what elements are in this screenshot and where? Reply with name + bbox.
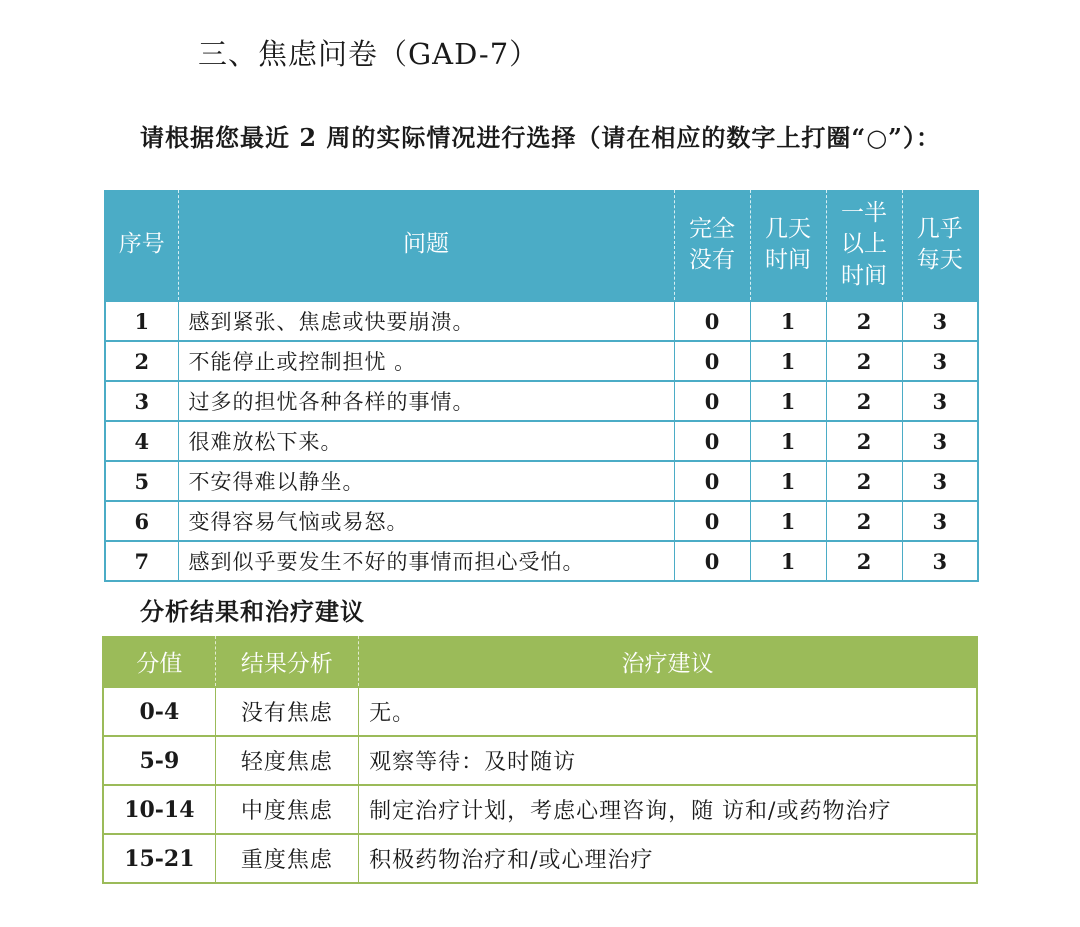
- treatment-advice: 积极药物治疗和/或心理治疗: [359, 834, 977, 883]
- score-option-2[interactable]: 2: [826, 341, 902, 381]
- row-number: 4: [105, 421, 178, 461]
- table-row: [105, 341, 978, 381]
- row-number: 1: [105, 301, 178, 341]
- row-question: 感到紧张、焦虑或快要崩溃。: [178, 301, 674, 341]
- score-option-1[interactable]: 1: [750, 501, 826, 541]
- result-analysis: 重度焦虑: [215, 834, 358, 883]
- score-option-1[interactable]: 1: [750, 541, 826, 581]
- gad7-table: [104, 190, 979, 582]
- table-row: [103, 834, 977, 883]
- row-question: 不能停止或控制担忧 。: [178, 341, 674, 381]
- score-option-2[interactable]: 2: [826, 501, 902, 541]
- table-row: [105, 501, 978, 541]
- score-option-0[interactable]: 0: [674, 301, 750, 341]
- header-analysis: 结果分析: [215, 636, 358, 687]
- score-range: 5-9: [103, 736, 215, 785]
- table-row: [105, 381, 978, 421]
- row-number: 5: [105, 461, 178, 501]
- instruction-text: 请根据您最近 2 周的实际情况进行选择（请在相应的数字上打圈“○”）：: [140, 123, 941, 152]
- treatment-advice: 观察等待：及时随访: [359, 736, 977, 785]
- score-option-3[interactable]: 3: [902, 501, 978, 541]
- score-option-3[interactable]: 3: [902, 381, 978, 421]
- score-option-3[interactable]: 3: [902, 461, 978, 501]
- row-question: 过多的担忧各种各样的事情。: [178, 381, 674, 421]
- score-option-2[interactable]: 2: [826, 381, 902, 421]
- treatment-advice: 制定治疗计划，考虑心理咨询，随 访和/或药物治疗: [359, 785, 977, 834]
- row-number: 7: [105, 541, 178, 581]
- score-range: 15-21: [103, 834, 215, 883]
- score-option-1[interactable]: 1: [750, 341, 826, 381]
- score-range: 0-4: [103, 687, 215, 736]
- header-score-value: 分值: [103, 636, 215, 687]
- treatment-advice: 无。: [359, 687, 977, 736]
- gad7-header-row: [105, 190, 978, 301]
- score-option-3[interactable]: 3: [902, 421, 978, 461]
- score-option-0[interactable]: 0: [674, 461, 750, 501]
- result-subtitle: 分析结果和治疗建议: [140, 597, 365, 626]
- score-option-2[interactable]: 2: [826, 461, 902, 501]
- header-more-than-half: 一半 以上 时间: [826, 190, 902, 301]
- table-row: [103, 736, 977, 785]
- score-option-1[interactable]: 1: [750, 381, 826, 421]
- row-question: 很难放松下来。: [178, 421, 674, 461]
- score-option-0[interactable]: 0: [674, 541, 750, 581]
- score-option-3[interactable]: 3: [902, 341, 978, 381]
- score-option-0[interactable]: 0: [674, 501, 750, 541]
- row-number: 3: [105, 381, 178, 421]
- score-option-2[interactable]: 2: [826, 421, 902, 461]
- score-option-3[interactable]: 3: [902, 301, 978, 341]
- score-option-1[interactable]: 1: [750, 421, 826, 461]
- table-row: [105, 541, 978, 581]
- score-option-2[interactable]: 2: [826, 301, 902, 341]
- row-number: 6: [105, 501, 178, 541]
- table-row: [103, 687, 977, 736]
- score-option-2[interactable]: 2: [826, 541, 902, 581]
- page-title: 三、焦虑问卷（GAD-7）: [198, 37, 540, 71]
- row-question: 感到似乎要发生不好的事情而担心受怕。: [178, 541, 674, 581]
- table-row: [103, 785, 977, 834]
- result-analysis: 中度焦虑: [215, 785, 358, 834]
- score-option-0[interactable]: 0: [674, 341, 750, 381]
- header-several-days: 几天 时间: [750, 190, 826, 301]
- score-option-0[interactable]: 0: [674, 421, 750, 461]
- result-analysis: 没有焦虑: [215, 687, 358, 736]
- table-row: [105, 461, 978, 501]
- table-row: [105, 421, 978, 461]
- table-row: [105, 301, 978, 341]
- header-question: 问题: [178, 190, 674, 301]
- header-not-at-all: 完全 没有: [674, 190, 750, 301]
- result-analysis: 轻度焦虑: [215, 736, 358, 785]
- result-header-row: [103, 636, 977, 687]
- score-option-1[interactable]: 1: [750, 461, 826, 501]
- row-number: 2: [105, 341, 178, 381]
- result-table: [102, 636, 978, 884]
- row-question: 变得容易气恼或易怒。: [178, 501, 674, 541]
- header-advice: 治疗建议: [359, 636, 977, 687]
- row-question: 不安得难以静坐。: [178, 461, 674, 501]
- score-option-0[interactable]: 0: [674, 381, 750, 421]
- score-option-3[interactable]: 3: [902, 541, 978, 581]
- score-option-1[interactable]: 1: [750, 301, 826, 341]
- score-range: 10-14: [103, 785, 215, 834]
- header-nearly-every-day: 几乎 每天: [902, 190, 978, 301]
- header-index: 序号: [105, 190, 178, 301]
